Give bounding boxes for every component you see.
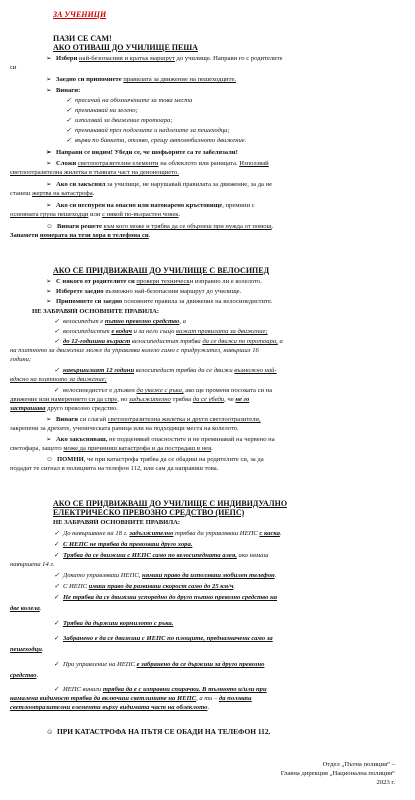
para-bike-reflective: ➢ Винаги си слагай светлоотразителна жилетка и други светлоотразители, xyxy=(46,416,261,423)
check-icon: ✓ xyxy=(54,328,60,335)
check-icon: ✓ xyxy=(54,572,60,579)
arrow-bullet-icon: ➢ xyxy=(46,76,52,83)
sub-item: ✓ преминавай на зелено; xyxy=(66,107,138,114)
para-bike-late: ➢ Ако закъсняваш, не подценявай опасностите и не преминавай на червено на xyxy=(46,436,275,443)
smiley-icon: ☺ xyxy=(46,223,53,230)
arrow-bullet-icon: ➢ xyxy=(46,298,52,305)
rule-item-cont: на платното за движение може да управлява колело само с придружител, навършил 16 xyxy=(10,347,259,354)
footer-dept: Отдел „Пътна полиция“ – xyxy=(322,761,395,768)
eps-rule-cont: средство. xyxy=(10,672,39,679)
para-reflective-cont: светлоотразителна жилетка в тъмната част на денонощието. xyxy=(10,169,179,176)
heading-eps-cont: ЕЛЕКТРИЧЕСКО ПРЕВОЗНО СРЕДСТВО (ИЕПС) xyxy=(53,509,245,517)
eps-rule: ✓ С ИЕПС имаш право да развиваш скорост само до 25 км/ч. xyxy=(54,583,236,590)
arrow-bullet-icon: ➢ xyxy=(46,436,52,443)
doc-title: ЗА УЧЕНИЦИ xyxy=(53,11,107,19)
sub-item: ✓ преминавай през подлезите и надлезите за пешеходци; xyxy=(66,127,230,134)
sub-item: ✓ пресичай на обозначените за това места xyxy=(66,97,193,104)
check-icon: ✓ xyxy=(66,127,72,134)
footer-year: 2023 г. xyxy=(376,779,395,786)
rule-item: ✓ навършилият 12 години велосипедист трябва да се движи възможно най- xyxy=(54,367,277,374)
heading-bicycle: АКО СЕ ПРИДВИЖВАШ ДО УЧИЛИЩЕ С ВЕЛОСИПЕД xyxy=(53,267,270,275)
para-remember: ☺ ПОМНИ, че при катастрофа трябва да се обадиш на родителите си, за да xyxy=(46,456,264,463)
heading-basic-rules: НЕ ЗАБРАВЯЙ ОСНОВНИТЕ ПРАВИЛА: xyxy=(32,308,160,315)
arrow-bullet-icon: ➢ xyxy=(46,181,52,188)
check-icon: ✓ xyxy=(54,530,60,537)
eps-rule: ✓ Не трябва да се движиш успоредно до друго пътно превозно средство на xyxy=(54,594,278,601)
check-icon: ✓ xyxy=(54,635,60,642)
check-icon: ✓ xyxy=(66,137,72,144)
sub-item: ✓ използвай за движение тротоара; xyxy=(66,117,173,124)
rule-item-cont: движение или намерението си да спре, но задължително трябва да се убеди, че не го xyxy=(10,396,250,403)
eps-rule: ✓ До навършване на 18 г. задължително трябва да управляваш ИЕПС с каска. xyxy=(54,530,282,537)
para-route: ➢ Избери най-безопасния и кратък маршрут до училище. Направи го с родителите xyxy=(46,55,283,62)
para-be-visible: ➢ Направи се видим! Убеди се, че шофьорите са те забелязали! xyxy=(46,149,238,156)
para-bike-route: ➢ Изберете заедно възможно най-безопасния маршрут до училище. xyxy=(46,288,242,295)
arrow-bullet-icon: ➢ xyxy=(46,202,52,209)
check-icon: ✓ xyxy=(54,318,60,325)
check-icon: ✓ xyxy=(54,686,60,693)
arrow-bullet-icon: ➢ xyxy=(46,87,52,94)
smiley-icon: ☺ xyxy=(46,456,53,463)
check-icon: ✓ xyxy=(54,620,60,627)
eps-rule-cont: пешеходци. xyxy=(10,646,44,653)
rule-item-cont: вдясно на платното за движение; xyxy=(10,376,107,383)
check-icon: ✓ xyxy=(66,117,72,124)
arrow-bullet-icon: ➢ xyxy=(46,55,52,62)
para-bike-late-cont: светофара, защото може да причиниш катастрофа и да пострадаш в нея. xyxy=(10,445,213,452)
para-bike-reflective-cont: закрепени за дрехите, ученическата раница или на подходящи места на колелото. xyxy=(10,425,239,432)
para-reflective: ➢ Сложи светлоотразителни елементи на облеклото или раницата. Използвай xyxy=(46,160,269,167)
arrow-bullet-icon: ➢ xyxy=(46,278,52,285)
para-remember-cont: подадат те сигнал в полицията на телефон 112, или сам да направиш това. xyxy=(10,465,219,472)
para-bike-rules: ➢ Припомнете си заедно основните правила за движение на велосипедистите. xyxy=(46,298,273,305)
check-icon: ✓ xyxy=(54,594,60,601)
eps-rule: ✓ С ИЕПС не трябва да превозваш друго хора. xyxy=(54,541,193,548)
para-late-cont: станеш жертва на катастрофа. xyxy=(10,190,95,197)
eps-rule: ✓ Докато управляваш ИЕПС, нямаш право да използваш мобилен телефон. xyxy=(54,572,277,579)
para-route-cont: си xyxy=(10,64,17,71)
smiley-icon: ☺ xyxy=(46,728,54,736)
eps-rule-cont: светлоотразителни елементи върху видимата част на облеклото. xyxy=(10,704,210,711)
eps-rule: ✓ Трябва да държиш кормилото с ръка. xyxy=(54,620,174,627)
arrow-bullet-icon: ➢ xyxy=(46,416,52,423)
check-icon: ✓ xyxy=(66,97,72,104)
para-late: ➢ Ако си закъснял за училище, не нарушавай правилата за движение, за да не xyxy=(46,181,273,188)
eps-rule-cont: навършени 14 г. xyxy=(10,561,55,568)
final-call-112: ☺ ПРИ КАТАСТРОФА НА ПЪТЯ СЕ ОБАДИ НА ТЕЛЕФОН 112. xyxy=(46,728,271,736)
para-crossing-cont: основната група пешеходци или с някой по-възрастен човек. xyxy=(10,211,181,218)
para-crossing: ➢ Ако си неспурен на опасно или натоварено кръстовище, премини с xyxy=(46,202,255,209)
check-icon: ✓ xyxy=(66,107,72,114)
check-icon: ✓ xyxy=(54,367,60,374)
heading-eps: АКО СЕ ПРИДВИЖВАШ ДО УЧИЛИЩЕ С ИНДИВИДУАЛНО xyxy=(53,500,288,508)
check-icon: ✓ xyxy=(54,387,60,394)
rule-item: ✓ велосипедът е пътно превозно средство, а xyxy=(54,318,186,325)
para-rules: ➢ Заедно си припомнете правилата за движение на пешеходците. xyxy=(46,76,237,83)
sub-item: ✓ върви по банкета, отляво, срещу автомобилното движение. xyxy=(66,137,247,144)
footer-directorate: Главна дирекция „Национална полиция“ xyxy=(280,770,395,777)
arrow-bullet-icon: ➢ xyxy=(46,288,52,295)
eps-rule: ✓ Забранено е да се движиш с ИЕПС по площите, предназначени само за xyxy=(54,635,273,642)
check-icon: ✓ xyxy=(54,583,60,590)
heading-eps-rules: НЕ ЗАБРАВЯЙ ОСНОВНИТЕ ПРАВИЛА: xyxy=(53,519,181,526)
eps-rule: ✓ Трябва да се движиш с ИЕПС само по велосипедната алея, ако нямаш xyxy=(54,552,269,559)
eps-rule: ✓ При управление на ИЕПС е забранено да се държиш за друго превозно xyxy=(54,661,265,668)
para-always: ➢ Винаги: xyxy=(46,87,81,94)
para-bike-check: ➢ С някого от родителите си провери технически изправно ли е колелото. xyxy=(46,278,262,285)
rule-item-cont: години; xyxy=(10,356,32,363)
para-phone: Запамети номерата на тези хора в телефона си. xyxy=(10,232,151,239)
arrow-bullet-icon: ➢ xyxy=(46,149,52,156)
eps-rule-cont: намалена видимост трябва да включиш светлините на ИЕПС, а ти – да ползваш xyxy=(10,695,252,702)
rule-item: ✓ велосипедистът е длъжен да укаже с ръка, ако ще променя посоката си на xyxy=(54,387,273,394)
eps-rule: ✓ ИЕПС винаги трябва да е с изправни спирачки. В тъмното и/или при xyxy=(54,686,267,693)
rule-item: ✓ велосипедистът е водач и за него също важат правилата за движение; xyxy=(54,328,268,335)
rule-item: ✓ до 12-годишна възраст велосипедистът трябва да се движи по тротоара, а xyxy=(54,338,283,345)
heading-protect-yourself: ПАЗИ СЕ САМ! xyxy=(53,35,112,43)
check-icon: ✓ xyxy=(54,552,60,559)
para-help: ☺ Винаги решете към кого може и трябва да се обърнеш при нужда от помощ. xyxy=(46,223,274,230)
heading-on-foot: АКО ОТИВАШ ДО УЧИЛИЩЕ ПЕША xyxy=(53,44,198,52)
check-icon: ✓ xyxy=(54,541,60,548)
arrow-bullet-icon: ➢ xyxy=(46,160,52,167)
rule-item-cont: застрашава друго превозно средство. xyxy=(10,405,118,412)
check-icon: ✓ xyxy=(54,338,60,345)
eps-rule-cont: две колела. xyxy=(10,605,42,612)
check-icon: ✓ xyxy=(54,661,60,668)
